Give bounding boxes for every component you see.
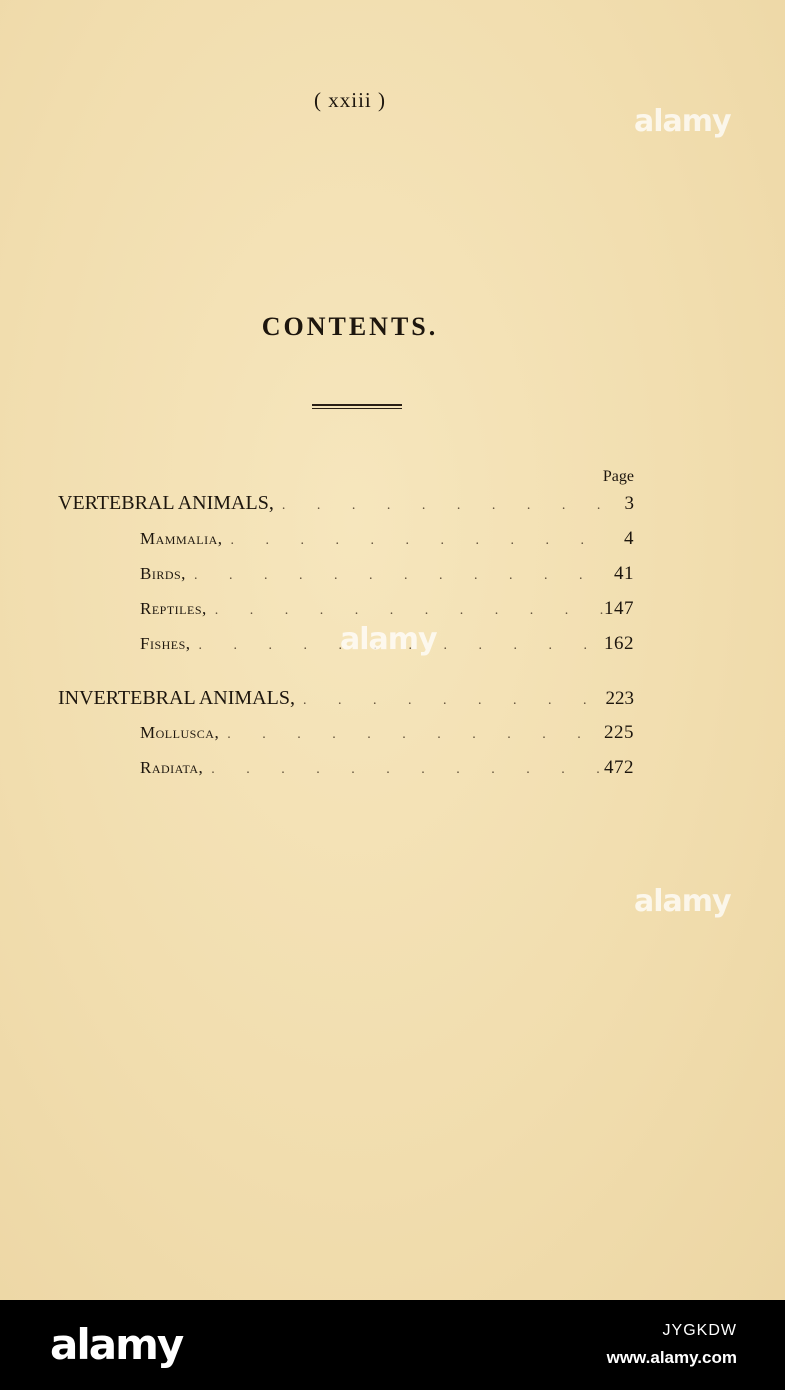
toc-entry-page: 147: [604, 598, 634, 619]
leader-dots: [223, 533, 604, 549]
toc-entry-page: 3: [624, 493, 634, 514]
toc-entry-vertebral: [58, 492, 634, 518]
page-number: ( xxiii ): [314, 88, 386, 112]
contents-title: CONTENTS.: [261, 312, 439, 341]
image-id: JYGKDW: [662, 1322, 737, 1339]
leader-dots: [274, 498, 604, 514]
alamy-logo: alamy: [50, 1320, 183, 1369]
toc-entry-label: Reptiles,: [140, 599, 207, 618]
page-column-label: Page: [602, 468, 634, 485]
toc-entry-radiata: [140, 757, 634, 783]
toc-entry-label: INVERTEBRAL ANIMALS,: [58, 687, 295, 709]
toc-entry-page: 225: [604, 722, 634, 743]
stock-banner: [0, 1300, 785, 1390]
toc-entry-page: 472: [604, 757, 634, 778]
toc-entry-label: Mollusca,: [140, 723, 220, 742]
leader-dots: [203, 762, 604, 778]
toc-entry-label: VERTEBRAL ANIMALS,: [58, 492, 274, 514]
watermark: alamy: [634, 884, 731, 919]
site-url: www.alamy.com: [606, 1348, 737, 1367]
toc-entry-label: Radiata,: [140, 758, 204, 777]
toc-entry-page: 41: [614, 563, 634, 584]
toc-entry-invertebral: [58, 687, 634, 713]
watermark: alamy: [340, 622, 437, 657]
watermark: alamy: [634, 104, 731, 139]
leader-dots: [186, 568, 604, 584]
toc-entry-page: 223: [605, 688, 634, 709]
leader-dots: [295, 693, 604, 709]
toc-entry-label: Mammalia,: [140, 529, 223, 548]
toc-entry-page: 4: [624, 528, 634, 549]
leader-dots: [207, 603, 604, 619]
toc-entry-label: Fishes,: [140, 634, 191, 653]
toc-entry-mollusca: [140, 722, 634, 748]
toc-entry-reptiles: [140, 598, 634, 624]
toc-entry-label: Birds,: [140, 564, 186, 583]
toc-entry-mammalia: [140, 528, 634, 554]
toc-entry-page: 162: [604, 633, 634, 654]
leader-dots: [219, 727, 604, 743]
ornamental-rule: [312, 404, 402, 409]
toc-entry-birds: [140, 563, 634, 589]
